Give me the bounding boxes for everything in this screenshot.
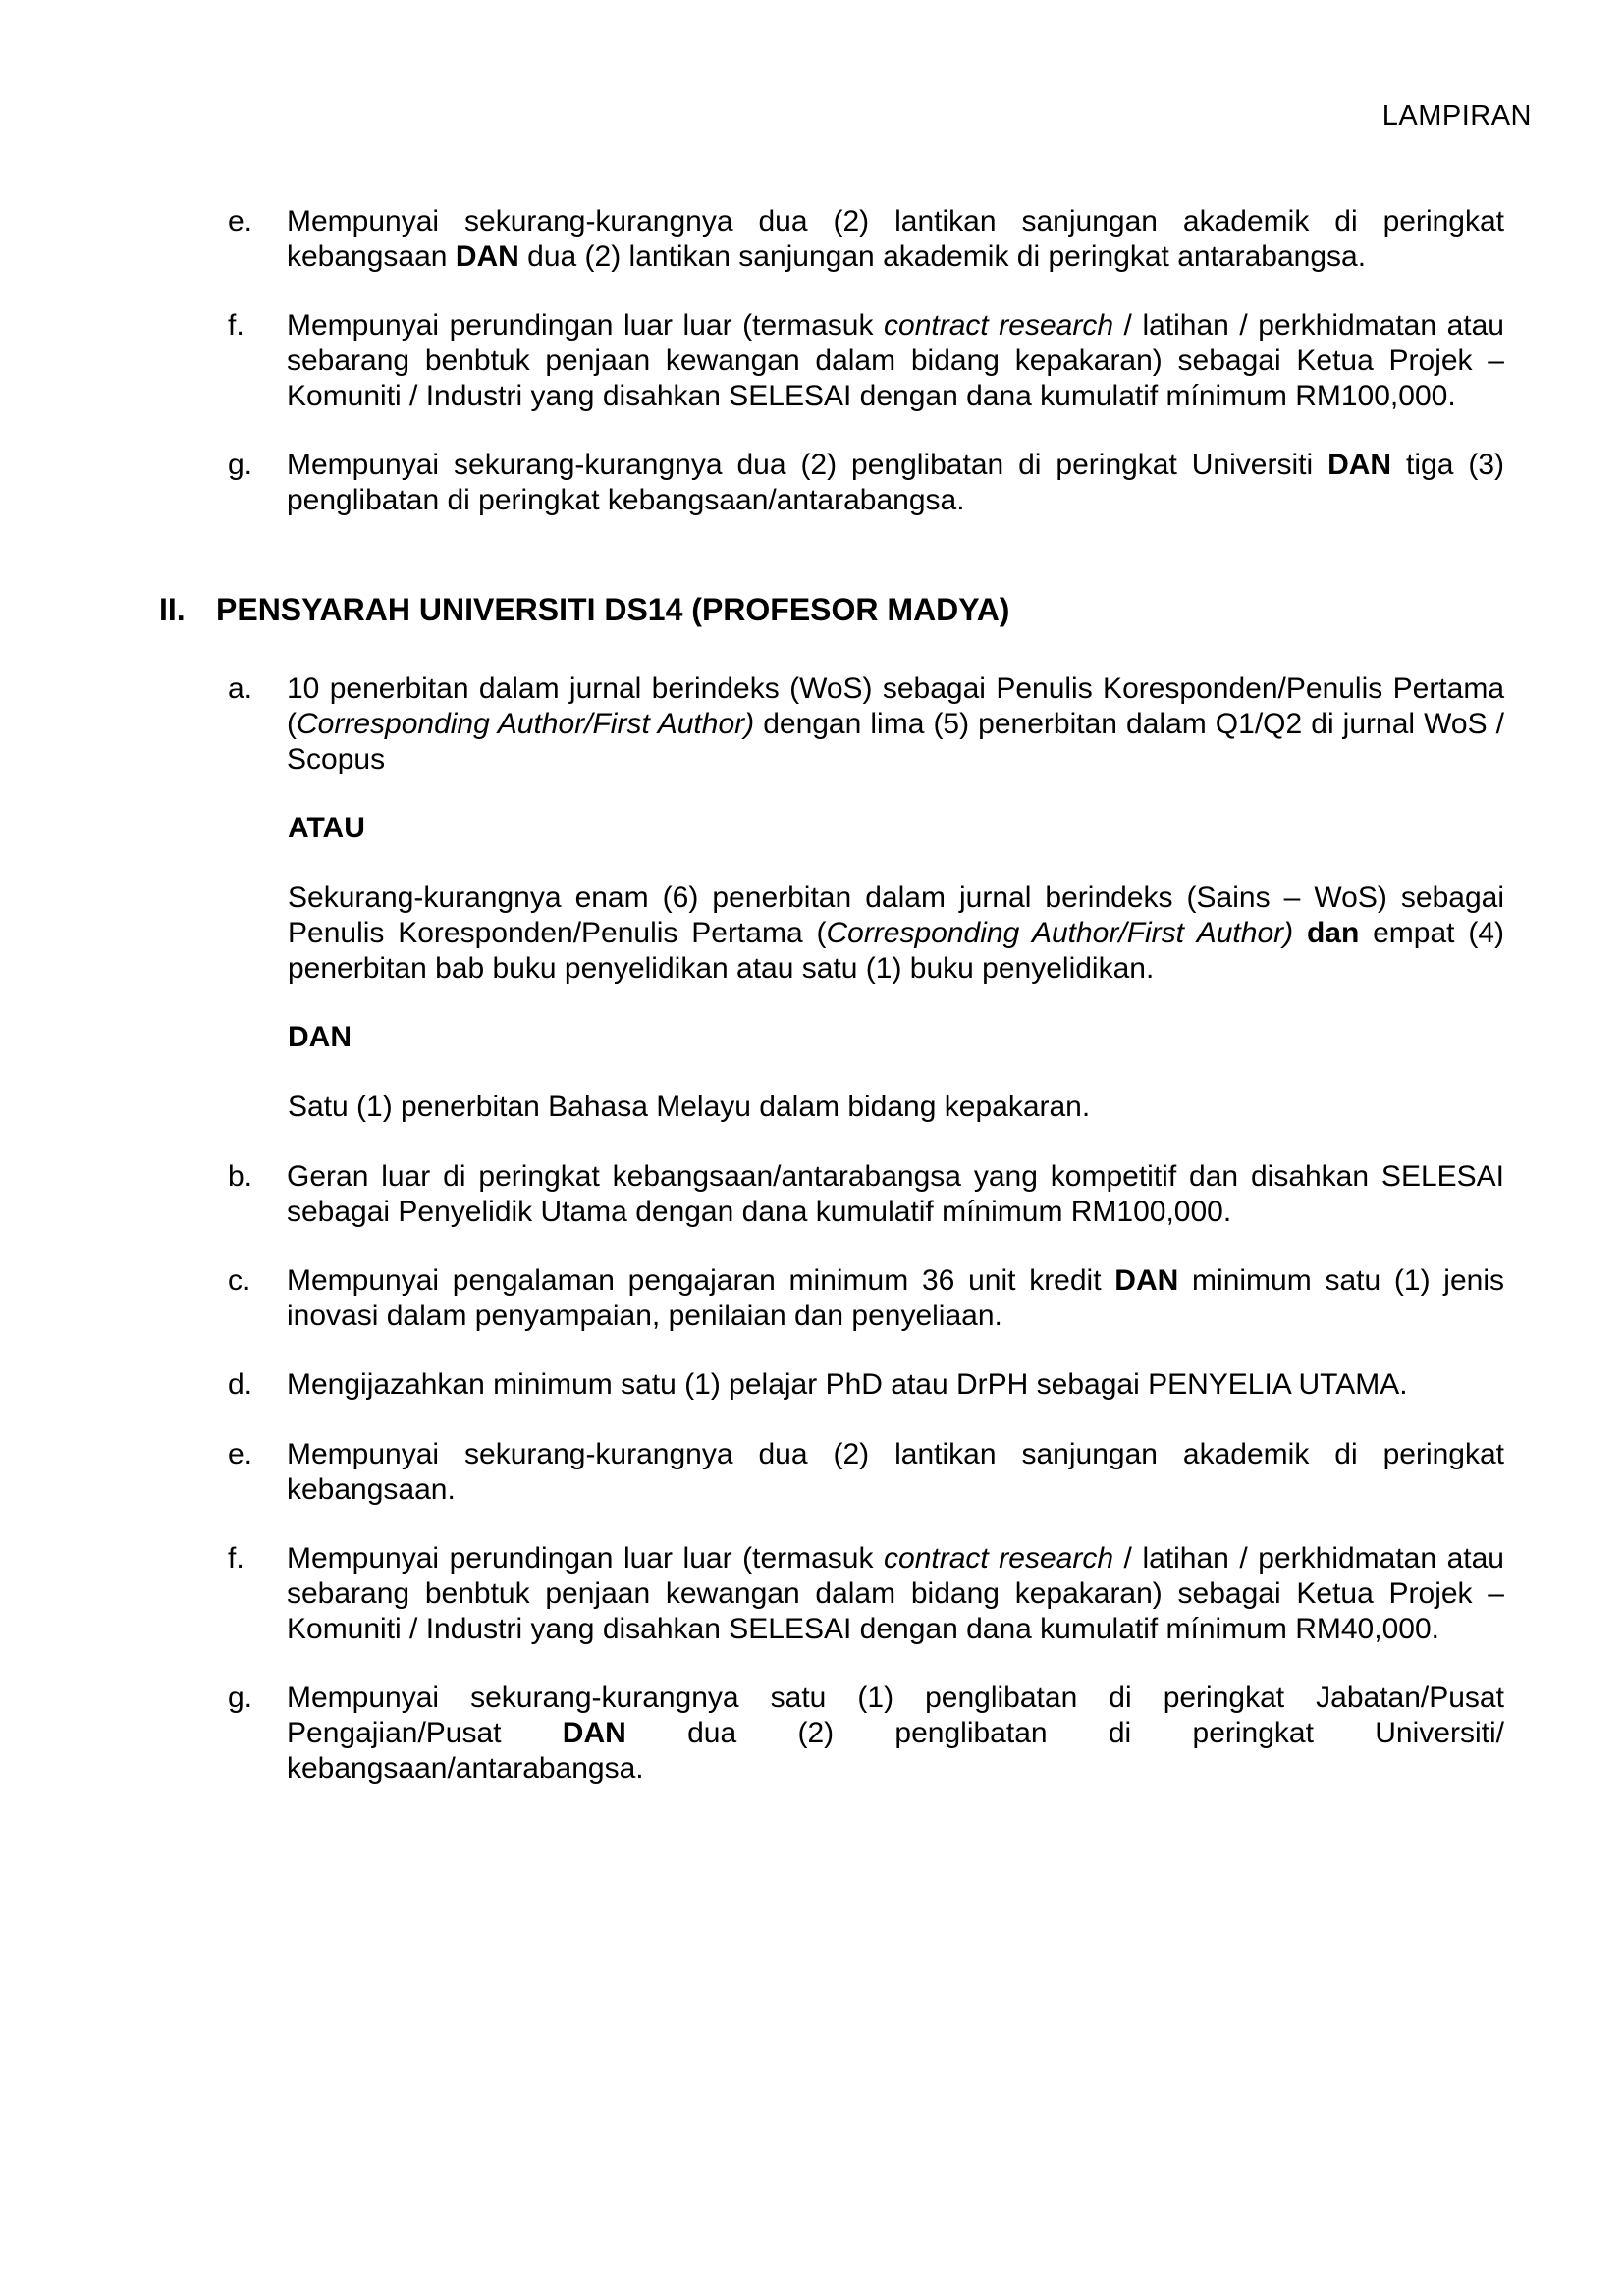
page-header: LAMPIRAN (1381, 100, 1532, 132)
bold-run: DAN (1114, 1264, 1179, 1297)
text-line: kebangsaan/antarabangsa. (287, 1752, 644, 1785)
text-run: minimum satu (1) jenis inovasi dalam penyampaian, penilaian dan penyeliaan. (287, 1264, 1504, 1332)
item-label: c. (228, 1264, 251, 1297)
text-line (287, 1681, 1504, 1716)
item-text: Geran luar di peringkat kebangsaan/antarabangsa yang kompetitif dan disahkan SELESAI sebagai Penyelidik Utama dengan dana kumulatif mínimum RM100,000. (287, 1160, 1504, 1228)
list-item-b (218, 1159, 1504, 1230)
text-run: empat (4) penerbitan bab buku penyelidikan atau satu (1) buku penyelidikan. (288, 917, 1504, 985)
word: dua (687, 1717, 737, 1749)
list-item-prev-g (218, 448, 1504, 518)
text-run: tiga (3) penglibatan di peringkat kebangsaan/antarabangsa. (287, 449, 1504, 516)
item-label: e. (228, 205, 253, 238)
list-item-f (218, 1541, 1504, 1647)
connector-dan: DAN (288, 1021, 352, 1053)
text-run: Sekurang-kurangnya enam (6) penerbitan dalam jurnal berindeks (Sains – WoS) sebagai Penulis Koresponden/Penulis Pertama ( (288, 881, 1504, 949)
bold-run: DAN (1327, 449, 1392, 481)
bold-word: DAN (562, 1717, 626, 1749)
item-text (287, 1681, 1504, 1787)
item-text (287, 448, 1504, 518)
item-text (287, 1541, 1504, 1647)
item-a-paragraph-3: Satu (1) penerbitan Bahasa Melayu dalam bidang kepakaran. (288, 1091, 1091, 1123)
item-text: Mempunyai sekurang-kurangnya dua (2) lantikan sanjungan akademik di peringkat kebangsaan. (287, 1438, 1504, 1506)
item-label: a. (228, 672, 253, 705)
word: penglibatan (894, 1717, 1048, 1749)
connector-atau: ATAU (288, 812, 365, 844)
item-text (287, 671, 1504, 777)
item-label: d. (228, 1368, 253, 1401)
item-text (287, 204, 1504, 275)
word: peringkat (1163, 1682, 1285, 1714)
item-label: g. (228, 1682, 253, 1714)
item-label: b. (228, 1160, 253, 1193)
section-number: II. (159, 592, 186, 627)
bold-run: dan (1306, 917, 1360, 949)
list-item-g (218, 1681, 1504, 1787)
text-run: / latihan / perkhidmatan atau sebarang benbtuk penjaan kewangan dalam bidang kepakaran) sebagai Ketua Projek – Komuniti / Industri yang disahkan SELESAI dengan dana kumulatif mínimum RM100,000. (287, 309, 1504, 412)
italic-run: Corresponding Author/First Author) (826, 917, 1294, 949)
list-item-d (218, 1367, 1504, 1403)
text-run: / latihan / perkhidmatan atau sebarang benbtuk penjaan kewangan dalam bidang kepakaran) sebagai Ketua Projek – Komuniti / Industri yang disahkan SELESAI dengan dana kumulatif mínimum RM40,000. (287, 1542, 1504, 1645)
item-label: g. (228, 449, 253, 481)
italic-run: contract research (884, 309, 1114, 342)
word: Pengajian/Pusat (287, 1717, 502, 1749)
list-item-c (218, 1263, 1504, 1334)
word: di (1109, 1682, 1132, 1714)
word: sekurang-kurangnya (470, 1682, 739, 1714)
word: satu (770, 1682, 827, 1714)
text-run: 10 penerbitan dalam jurnal berindeks (WoS) sebagai Penulis Koresponden/Penulis Pertama ( (287, 672, 1504, 740)
text-run: Mempunyai perundingan luar luar (termasuk (287, 309, 885, 342)
word: Jabatan/Pusat (1316, 1682, 1504, 1714)
text-run: dua (2) lantikan sanjungan akademik di peringkat antarabangsa. (518, 240, 1367, 273)
word: Universiti/ (1375, 1717, 1504, 1749)
word: penglibatan (925, 1682, 1078, 1714)
list-item-prev-f (218, 308, 1504, 414)
word: (1) (857, 1682, 894, 1714)
item-label: f. (228, 309, 244, 342)
word: (2) (797, 1717, 835, 1749)
text-run: dengan lima (5) penerbitan dalam Q1/Q2 di jurnal WoS / Scopus (287, 708, 1504, 775)
word: Mempunyai (287, 1682, 440, 1714)
text-run: Mempunyai sekurang-kurangnya dua (2) lantikan sanjungan akademik di peringkat kebangsaan (287, 205, 1504, 273)
item-a-paragraph-2 (288, 881, 1504, 987)
section-title: PENSYARAH UNIVERSITI DS14 (PROFESOR MADYA) (216, 592, 1010, 627)
section-heading (159, 592, 1009, 627)
list-item-a (218, 671, 1504, 777)
word: di (1108, 1717, 1132, 1749)
text-run: Mempunyai sekurang-kurangnya dua (2) penglibatan di peringkat Universiti (287, 449, 1328, 481)
bold-run: DAN (455, 240, 519, 273)
word: peringkat (1192, 1717, 1314, 1749)
italic-run: contract research (884, 1542, 1114, 1575)
text-run: Mempunyai pengalaman pengajaran minimum 36 unit kredit (287, 1264, 1115, 1297)
text-line (287, 1716, 1504, 1751)
list-item-e (218, 1437, 1504, 1508)
item-text (287, 308, 1504, 414)
item-text: Mengijazahkan minimum satu (1) pelajar PhD atau DrPH sebagai PENYELIA UTAMA. (287, 1368, 1408, 1401)
item-label: e. (228, 1438, 253, 1470)
text-run: Mempunyai perundingan luar luar (termasuk (287, 1542, 885, 1575)
list-item-prev-e (218, 204, 1504, 275)
italic-run: Corresponding Author/First Author) (297, 708, 755, 740)
item-label: f. (228, 1542, 244, 1575)
item-text (287, 1263, 1504, 1334)
